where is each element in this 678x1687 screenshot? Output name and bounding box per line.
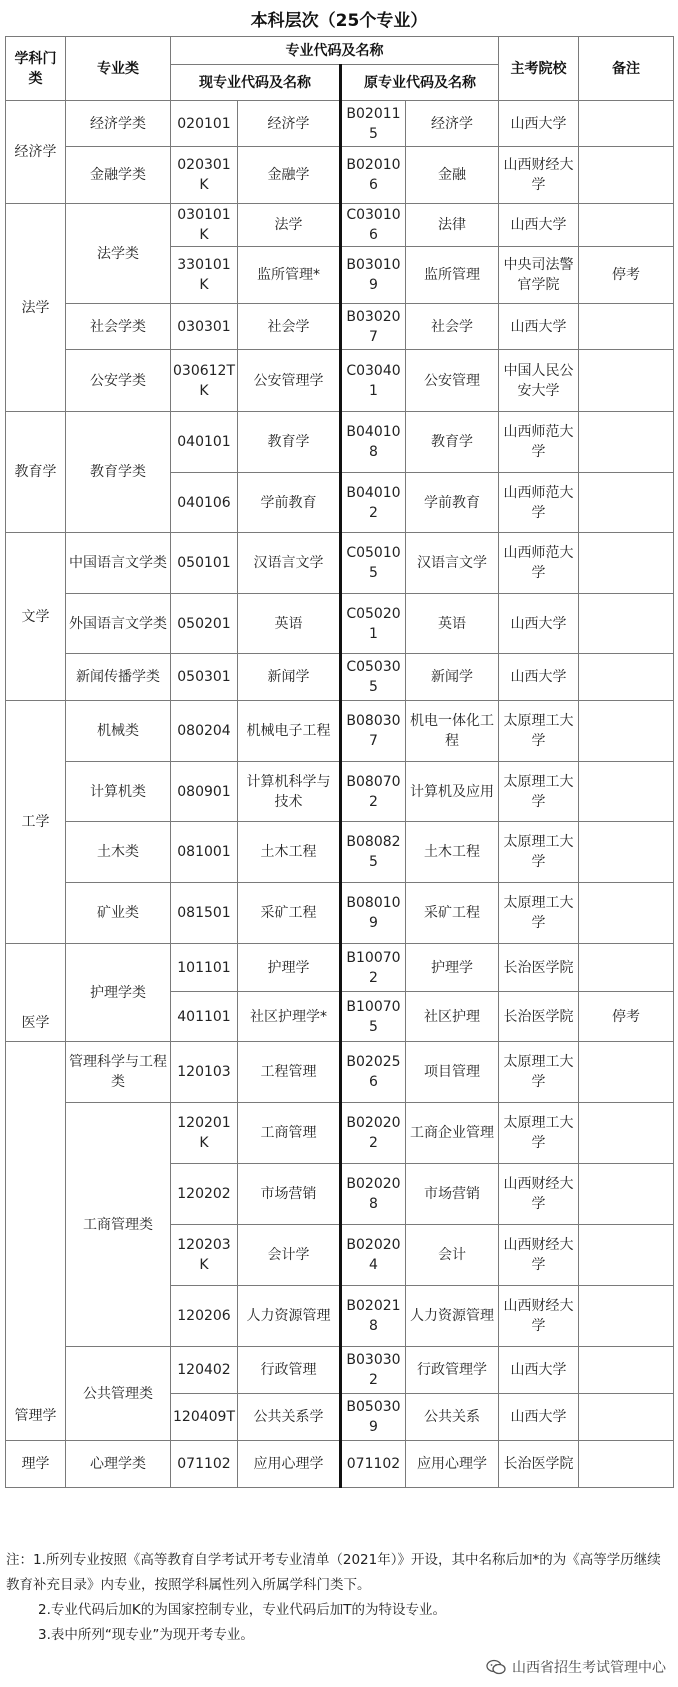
current-code-cell: 050201 bbox=[171, 594, 238, 654]
original-code-cell: B100702 bbox=[341, 944, 406, 992]
current-code-cell: 401101 bbox=[171, 992, 238, 1042]
current-name-cell: 机械电子工程 bbox=[238, 701, 341, 762]
major-class-cell: 社会学类 bbox=[66, 304, 171, 350]
table-row bbox=[6, 883, 674, 944]
major-class-cell: 计算机类 bbox=[66, 762, 171, 822]
current-code-cell: 120402 bbox=[171, 1347, 238, 1394]
major-class-cell: 法学类 bbox=[66, 204, 171, 304]
header-major-class: 专业类 bbox=[66, 37, 171, 101]
current-code-cell: 071102 bbox=[171, 1441, 238, 1488]
remark-cell bbox=[579, 147, 674, 204]
original-code-cell: C030106 bbox=[341, 204, 406, 247]
remark-cell bbox=[579, 204, 674, 247]
remark-cell bbox=[579, 473, 674, 533]
current-code-cell: 120201K bbox=[171, 1103, 238, 1164]
school-cell: 山西师范大学 bbox=[499, 533, 579, 594]
table-row bbox=[6, 654, 674, 701]
remark-cell bbox=[579, 762, 674, 822]
table-row bbox=[6, 350, 674, 412]
original-code-cell: B100705 bbox=[341, 992, 406, 1042]
original-name-cell: 公共关系 bbox=[406, 1394, 499, 1441]
current-name-cell: 公安管理学 bbox=[238, 350, 341, 412]
header-school: 主考院校 bbox=[499, 37, 579, 101]
original-name-cell: 会计 bbox=[406, 1225, 499, 1286]
school-cell: 太原理工大学 bbox=[499, 1103, 579, 1164]
original-code-cell: C050305 bbox=[341, 654, 406, 701]
current-name-cell: 采矿工程 bbox=[238, 883, 341, 944]
original-name-cell: 社会学 bbox=[406, 304, 499, 350]
original-code-cell: B020208 bbox=[341, 1164, 406, 1225]
remark-cell bbox=[579, 883, 674, 944]
current-name-cell: 学前教育 bbox=[238, 473, 341, 533]
school-cell: 山西大学 bbox=[499, 594, 579, 654]
major-class-cell: 矿业类 bbox=[66, 883, 171, 944]
school-cell: 山西大学 bbox=[499, 654, 579, 701]
original-code-cell: B040102 bbox=[341, 473, 406, 533]
school-cell: 太原理工大学 bbox=[499, 701, 579, 762]
remark-cell bbox=[579, 304, 674, 350]
original-name-cell: 项目管理 bbox=[406, 1042, 499, 1103]
school-cell: 长治医学院 bbox=[499, 1441, 579, 1488]
current-name-cell: 公共关系学 bbox=[238, 1394, 341, 1441]
footnote-1: 注：1.所列专业按照《高等教育自学考试开考专业清单（2021年）》开设，其中名称后加*的为《高等学历继续教育补充目录》内专业，按照学科属性列入所属学科门类下。 bbox=[6, 1552, 661, 1593]
school-cell: 山西大学 bbox=[499, 101, 579, 147]
current-code-cell: 030101K bbox=[171, 204, 238, 247]
original-name-cell: 教育学 bbox=[406, 412, 499, 473]
school-cell: 山西财经大学 bbox=[499, 1164, 579, 1225]
original-code-cell: B030109 bbox=[341, 247, 406, 304]
table-row bbox=[6, 101, 674, 147]
major-class-cell: 教育学类 bbox=[66, 412, 171, 533]
current-name-cell: 市场营销 bbox=[238, 1164, 341, 1225]
footnote-2: 2.专业代码后加K的为国家控制专业，专业代码后加T的为特设专业。 bbox=[38, 1602, 446, 1618]
remark-cell bbox=[579, 1225, 674, 1286]
header-code-group: 专业代码及名称 bbox=[171, 37, 499, 65]
original-name-cell: 计算机及应用 bbox=[406, 762, 499, 822]
remark-cell bbox=[579, 701, 674, 762]
remark-cell bbox=[579, 594, 674, 654]
current-code-cell: 050101 bbox=[171, 533, 238, 594]
page-title: 本科层次（25个专业） bbox=[250, 11, 428, 31]
current-name-cell: 土木工程 bbox=[238, 822, 341, 883]
category-cell: 经济学 bbox=[6, 101, 66, 204]
school-cell: 山西大学 bbox=[499, 304, 579, 350]
remark-cell bbox=[579, 1042, 674, 1103]
table-row bbox=[6, 1042, 674, 1103]
original-code-cell: B020115 bbox=[341, 101, 406, 147]
remark-cell bbox=[579, 1103, 674, 1164]
table-row bbox=[6, 1441, 674, 1488]
original-code-cell: B040108 bbox=[341, 412, 406, 473]
current-code-cell: 080204 bbox=[171, 701, 238, 762]
current-name-cell: 社区护理学* bbox=[238, 992, 341, 1042]
major-class-cell: 公安学类 bbox=[66, 350, 171, 412]
current-name-cell: 教育学 bbox=[238, 412, 341, 473]
remark-cell bbox=[579, 101, 674, 147]
original-code-cell: C050201 bbox=[341, 594, 406, 654]
current-code-cell: 040106 bbox=[171, 473, 238, 533]
category-cell: 工学 bbox=[6, 701, 66, 944]
school-cell: 太原理工大学 bbox=[499, 822, 579, 883]
current-code-cell: 120203K bbox=[171, 1225, 238, 1286]
original-code-cell: B080109 bbox=[341, 883, 406, 944]
current-code-cell: 020301K bbox=[171, 147, 238, 204]
major-class-cell: 机械类 bbox=[66, 701, 171, 762]
original-code-cell: B030207 bbox=[341, 304, 406, 350]
current-code-cell: 120103 bbox=[171, 1042, 238, 1103]
table-row bbox=[6, 412, 674, 473]
current-code-cell: 040101 bbox=[171, 412, 238, 473]
major-class-cell: 土木类 bbox=[66, 822, 171, 883]
current-name-cell: 行政管理 bbox=[238, 1347, 341, 1394]
original-name-cell: 行政管理学 bbox=[406, 1347, 499, 1394]
remark-cell bbox=[579, 412, 674, 473]
original-code-cell: B020202 bbox=[341, 1103, 406, 1164]
school-cell: 山西财经大学 bbox=[499, 1286, 579, 1347]
header-current: 现专业代码及名称 bbox=[171, 65, 341, 101]
school-cell: 太原理工大学 bbox=[499, 1042, 579, 1103]
current-name-cell: 监所管理* bbox=[238, 247, 341, 304]
watermark bbox=[486, 1657, 666, 1677]
remark-cell bbox=[579, 1164, 674, 1225]
current-code-cell: 080901 bbox=[171, 762, 238, 822]
footnotes bbox=[6, 1548, 670, 1648]
current-name-cell: 社会学 bbox=[238, 304, 341, 350]
current-code-cell: 030612TK bbox=[171, 350, 238, 412]
major-class-cell: 管理科学与工程类 bbox=[66, 1042, 171, 1103]
current-code-cell: 330101K bbox=[171, 247, 238, 304]
school-cell: 长治医学院 bbox=[499, 944, 579, 992]
remark-cell bbox=[579, 822, 674, 883]
school-cell: 太原理工大学 bbox=[499, 883, 579, 944]
original-name-cell: 汉语言文学 bbox=[406, 533, 499, 594]
original-name-cell: 社区护理 bbox=[406, 992, 499, 1042]
remark-cell bbox=[579, 533, 674, 594]
header-remark: 备注 bbox=[579, 37, 674, 101]
original-name-cell: 监所管理 bbox=[406, 247, 499, 304]
remark-cell: 停考 bbox=[579, 992, 674, 1042]
original-code-cell: B050309 bbox=[341, 1394, 406, 1441]
category-cell: 教育学 bbox=[6, 412, 66, 533]
original-name-cell: 人力资源管理 bbox=[406, 1286, 499, 1347]
original-name-cell: 英语 bbox=[406, 594, 499, 654]
school-cell: 山西师范大学 bbox=[499, 412, 579, 473]
major-class-cell: 外国语言文学类 bbox=[66, 594, 171, 654]
original-code-cell: C050105 bbox=[341, 533, 406, 594]
current-name-cell: 工商管理 bbox=[238, 1103, 341, 1164]
current-code-cell: 081501 bbox=[171, 883, 238, 944]
wechat-icon bbox=[486, 1659, 506, 1675]
school-cell: 中央司法警官学院 bbox=[499, 247, 579, 304]
major-class-cell: 心理学类 bbox=[66, 1441, 171, 1488]
original-name-cell: 法律 bbox=[406, 204, 499, 247]
table-row bbox=[6, 1103, 674, 1164]
original-name-cell: 新闻学 bbox=[406, 654, 499, 701]
current-name-cell: 计算机科学与技术 bbox=[238, 762, 341, 822]
original-name-cell: 应用心理学 bbox=[406, 1441, 499, 1488]
original-code-cell: B020204 bbox=[341, 1225, 406, 1286]
school-cell: 山西师范大学 bbox=[499, 473, 579, 533]
category-cell: 医学 bbox=[6, 944, 66, 1042]
category-cell: 理学 bbox=[6, 1441, 66, 1488]
original-name-cell: 机电一体化工程 bbox=[406, 701, 499, 762]
original-code-cell: B020218 bbox=[341, 1286, 406, 1347]
remark-cell bbox=[579, 1286, 674, 1347]
current-name-cell: 应用心理学 bbox=[238, 1441, 341, 1488]
header-category: 学科门类 bbox=[6, 37, 66, 101]
original-name-cell: 市场营销 bbox=[406, 1164, 499, 1225]
current-code-cell: 020101 bbox=[171, 101, 238, 147]
school-cell: 山西财经大学 bbox=[499, 1225, 579, 1286]
table-row bbox=[6, 822, 674, 883]
current-code-cell: 120409T bbox=[171, 1394, 238, 1441]
school-cell: 太原理工大学 bbox=[499, 762, 579, 822]
current-code-cell: 120206 bbox=[171, 1286, 238, 1347]
major-class-cell: 护理学类 bbox=[66, 944, 171, 1042]
original-name-cell: 工商企业管理 bbox=[406, 1103, 499, 1164]
current-name-cell: 英语 bbox=[238, 594, 341, 654]
original-name-cell: 土木工程 bbox=[406, 822, 499, 883]
current-name-cell: 会计学 bbox=[238, 1225, 341, 1286]
major-class-cell: 工商管理类 bbox=[66, 1103, 171, 1347]
original-name-cell: 公安管理 bbox=[406, 350, 499, 412]
original-name-cell: 采矿工程 bbox=[406, 883, 499, 944]
table-row bbox=[6, 204, 674, 247]
school-cell: 长治医学院 bbox=[499, 992, 579, 1042]
table-row bbox=[6, 147, 674, 204]
watermark-text: 山西省招生考试管理中心 bbox=[512, 1660, 666, 1676]
remark-cell bbox=[579, 350, 674, 412]
major-class-cell: 经济学类 bbox=[66, 101, 171, 147]
original-name-cell: 护理学 bbox=[406, 944, 499, 992]
remark-cell bbox=[579, 1394, 674, 1441]
major-class-cell: 中国语言文学类 bbox=[66, 533, 171, 594]
current-name-cell: 汉语言文学 bbox=[238, 533, 341, 594]
table-row bbox=[6, 533, 674, 594]
current-name-cell: 工程管理 bbox=[238, 1042, 341, 1103]
current-code-cell: 120202 bbox=[171, 1164, 238, 1225]
footnote-3: 3.表中所列“现专业”为现开考专业。 bbox=[38, 1627, 254, 1643]
current-name-cell: 经济学 bbox=[238, 101, 341, 147]
current-code-cell: 081001 bbox=[171, 822, 238, 883]
category-cell: 管理学 bbox=[6, 1042, 66, 1441]
category-cell: 法学 bbox=[6, 204, 66, 412]
current-name-cell: 新闻学 bbox=[238, 654, 341, 701]
current-code-cell: 030301 bbox=[171, 304, 238, 350]
school-cell: 山西财经大学 bbox=[499, 147, 579, 204]
current-code-cell: 101101 bbox=[171, 944, 238, 992]
current-name-cell: 金融学 bbox=[238, 147, 341, 204]
original-code-cell: B080825 bbox=[341, 822, 406, 883]
original-name-cell: 学前教育 bbox=[406, 473, 499, 533]
table-row bbox=[6, 1347, 674, 1394]
original-code-cell: B020256 bbox=[341, 1042, 406, 1103]
original-code-cell: B080702 bbox=[341, 762, 406, 822]
school-cell: 山西大学 bbox=[499, 204, 579, 247]
current-name-cell: 法学 bbox=[238, 204, 341, 247]
table-row bbox=[6, 944, 674, 992]
original-code-cell: B030302 bbox=[341, 1347, 406, 1394]
remark-cell: 停考 bbox=[579, 247, 674, 304]
majors-table bbox=[5, 36, 674, 1488]
table-row bbox=[6, 762, 674, 822]
original-name-cell: 经济学 bbox=[406, 101, 499, 147]
table-row bbox=[6, 594, 674, 654]
table-row bbox=[6, 701, 674, 762]
current-name-cell: 人力资源管理 bbox=[238, 1286, 341, 1347]
original-code-cell: C030401 bbox=[341, 350, 406, 412]
header-original: 原专业代码及名称 bbox=[341, 65, 499, 101]
table-row bbox=[6, 304, 674, 350]
original-name-cell: 金融 bbox=[406, 147, 499, 204]
remark-cell bbox=[579, 1347, 674, 1394]
school-cell: 山西大学 bbox=[499, 1394, 579, 1441]
school-cell: 中国人民公安大学 bbox=[499, 350, 579, 412]
original-code-cell: B020106 bbox=[341, 147, 406, 204]
current-name-cell: 护理学 bbox=[238, 944, 341, 992]
remark-cell bbox=[579, 1441, 674, 1488]
original-code-cell: 071102 bbox=[341, 1441, 406, 1488]
major-class-cell: 公共管理类 bbox=[66, 1347, 171, 1441]
school-cell: 山西大学 bbox=[499, 1347, 579, 1394]
category-cell: 文学 bbox=[6, 533, 66, 701]
remark-cell bbox=[579, 944, 674, 992]
remark-cell bbox=[579, 654, 674, 701]
major-class-cell: 金融学类 bbox=[66, 147, 171, 204]
original-code-cell: B080307 bbox=[341, 701, 406, 762]
current-code-cell: 050301 bbox=[171, 654, 238, 701]
major-class-cell: 新闻传播学类 bbox=[66, 654, 171, 701]
